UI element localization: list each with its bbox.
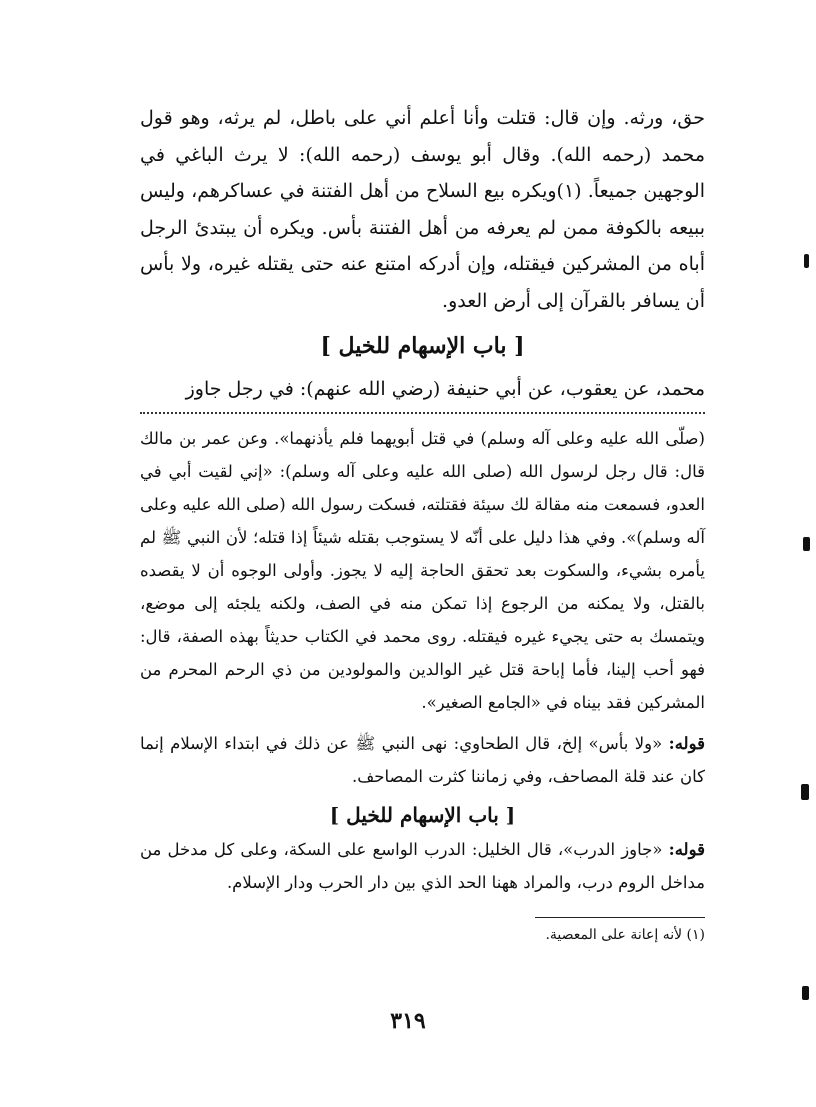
main-text (140, 100, 705, 319)
scan-mark-3 (801, 784, 809, 800)
commentary-paragraph-3 (140, 833, 705, 899)
scan-mark-4 (802, 986, 809, 1000)
commentary-body-3: «جاوز الدرب»، قال الخليل: الدرب الواسع على السكة، وعلى كل مدخل من مداخل الروم درب، والمراد ههنا الحد الذي بين دار الحرب ودار الإسلام. (140, 839, 705, 892)
dotted-separator (140, 408, 705, 414)
commentary-lead-2: قوله: (668, 733, 705, 753)
commentary-heading: [ باب الإسهام للخيل ] (329, 802, 516, 827)
page-body (140, 100, 705, 946)
commentary-body-2: «ولا بأس» إلخ، قال الطحاوي: نهى النبي ﷺ عن ذلك في ابتداء الإسلام إنما كان عند قلة المصاحف، وفي زماننا كثرت المصاحف. (140, 733, 705, 786)
chapter-text (140, 371, 705, 408)
footnote: (١) لأنه إعانة على المعصية. (545, 926, 705, 943)
chapter-paragraph: محمد، عن يعقوب، عن أبي حنيفة (رضي الله عنهم): في رجل جاوز (185, 378, 705, 400)
footnote-rule (535, 917, 705, 918)
scan-mark-2 (803, 537, 810, 551)
commentary (140, 422, 705, 899)
main-paragraph: حق، ورثه. وإن قال: قتلت وأنا أعلم أني على باطل، لم يرثه، وهو قول محمد (رحمه الله). وقال أبو يوسف (رحمه الله): لا يرث الباغي في الوجهين جميعاً. (١)ويكره بيع السلاح من أهل الفتنة في عساكرهم، وليس ببيعه بالكوفة ممن لم يعرفه من أهل الفتنة بأس. ويكره أن يبتدئ الرجل أباه من المشركين فيقتله، وإن أدركه امتنع عنه حتى يقتله غيره، ولا بأس أن يسافر بالقرآن إلى أرض العدو. (140, 107, 705, 312)
scan-mark-1 (804, 254, 809, 268)
chapter-heading: [ باب الإسهام للخيل ] (320, 333, 525, 359)
page-number: ٣١٩ (390, 1008, 426, 1034)
commentary-paragraph-2 (140, 727, 705, 793)
commentary-lead-3: قوله: (668, 839, 705, 859)
commentary-paragraph-1: (صلّى الله عليه وعلى آله وسلم) في قتل أبويهما فلم يأذنهما». وعن عمر بن مالك قال: قال رجل لرسول الله (صلى الله عليه وعلى آله وسلم): «إني لقيت أبي في العدو، فسمعت منه مقالة لك سيئة فقتلته، فسكت رسول الله (صلى الله عليه وعلى آله وسلم)». وفي هذا دليل على أنّه لا يستوجب بقتله شيئاً إذا قتله؛ لأن النبي ﷺ لم يأمره بشيء، والسكوت بعد تحقق الحاجة إليه لا يجوز. وأولى الوجوه أن لا يقصده بالقتل، ولا يمكنه من الرجوع إذا تمكن منه في الصف، ولكنه يلجئه إلى موضع، ويتمسك به حتى يجيء غيره فيقتله. روى محمد في الكتاب حديثاً بهذه الصفة، قال: فهو أحب إلينا، فأما إباحة قتل غير الوالدين والمولودين من ذي الرحم المحرم من المشركين فقد بيناه في «الجامع الصغير». (140, 428, 705, 712)
